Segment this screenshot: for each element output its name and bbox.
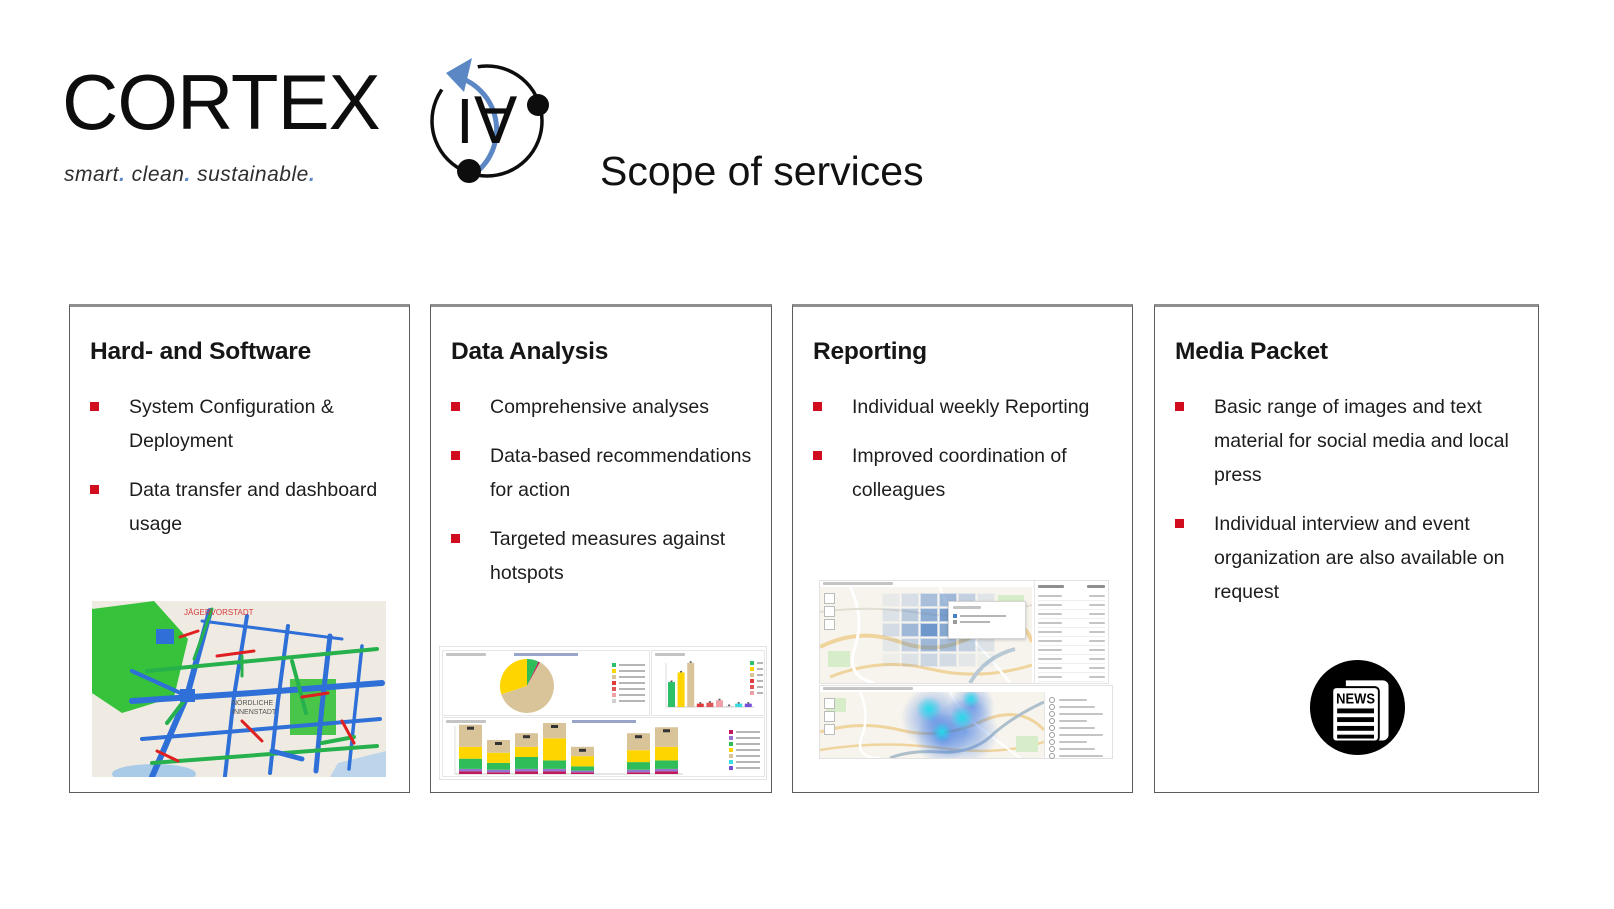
page-title: Scope of services bbox=[600, 148, 924, 195]
map-zoom-controls bbox=[824, 593, 834, 632]
map-area-label-1: NÖRDLICHE bbox=[232, 700, 274, 707]
bullet-list bbox=[431, 390, 771, 590]
map-legend-popup bbox=[948, 601, 1026, 639]
map-canvas bbox=[820, 692, 1044, 758]
news-label: NEWS bbox=[1336, 691, 1376, 708]
map-district-label: JÄGERVORSTADT bbox=[184, 608, 254, 617]
bullet-icon bbox=[451, 451, 460, 460]
stacked-bar-chart bbox=[447, 722, 687, 776]
list-item: Comprehensive analyses bbox=[451, 390, 755, 424]
list-item: Basic range of images and text material for social media and local press bbox=[1175, 390, 1522, 492]
bullet-icon bbox=[813, 451, 822, 460]
card-media-packet bbox=[1154, 304, 1539, 793]
bullet-list bbox=[70, 390, 409, 541]
zone-data-table bbox=[1034, 581, 1108, 683]
card-reporting bbox=[792, 304, 1133, 793]
bullet-icon bbox=[90, 402, 99, 411]
chart-legend bbox=[612, 663, 645, 705]
logo-wordmark: CORTEX bbox=[62, 58, 380, 146]
card-title: Reporting bbox=[813, 338, 927, 365]
legend-swatch bbox=[953, 614, 957, 618]
news-icon bbox=[1309, 659, 1406, 756]
list-item: Individual weekly Reporting bbox=[813, 390, 1116, 424]
bullet-list bbox=[793, 390, 1132, 507]
logo-mark-letters: I∀ bbox=[456, 85, 518, 157]
card-hard-and-software bbox=[69, 304, 410, 793]
list-item: Data-based recommendations for action bbox=[451, 439, 755, 507]
street-coverage-map-image bbox=[92, 601, 386, 777]
chart-legend bbox=[750, 661, 763, 697]
bullet-icon bbox=[1175, 402, 1184, 411]
layer-list-panel bbox=[1044, 692, 1112, 758]
bullet-icon bbox=[451, 402, 460, 411]
bullet-list bbox=[1155, 390, 1538, 609]
pie-chart bbox=[467, 655, 587, 715]
map-zoom-controls bbox=[824, 698, 834, 737]
heatmap-image bbox=[819, 685, 1113, 759]
card-data-analysis bbox=[430, 304, 772, 793]
bar-chart-panel bbox=[651, 650, 765, 716]
chart-legend bbox=[729, 730, 760, 772]
bullet-icon bbox=[90, 485, 99, 494]
list-item: Targeted measures against hotspots bbox=[451, 522, 755, 590]
card-title: Media Packet bbox=[1175, 338, 1328, 365]
card-title: Data Analysis bbox=[451, 338, 609, 365]
logo-tagline: smart. clean. sustainable. bbox=[64, 163, 316, 186]
stacked-bar-chart-panel bbox=[442, 717, 765, 777]
bullet-icon bbox=[1175, 519, 1184, 528]
map-canvas bbox=[820, 587, 1032, 683]
list-item: Individual interview and event organization are also available on request bbox=[1175, 507, 1522, 609]
legend-swatch bbox=[953, 620, 957, 624]
card-title: Hard- and Software bbox=[90, 338, 312, 365]
bullet-icon bbox=[451, 534, 460, 543]
analytics-dashboard-image bbox=[439, 646, 767, 780]
logo-circle-icon bbox=[430, 57, 554, 187]
logo bbox=[62, 55, 522, 205]
list-item: Data transfer and dashboard usage bbox=[90, 473, 393, 541]
bullet-icon bbox=[813, 402, 822, 411]
pie-chart-panel bbox=[442, 650, 650, 716]
bar-chart bbox=[656, 657, 756, 713]
map-area-label-2: INNENSTADT bbox=[232, 709, 277, 716]
list-item: Improved coordination of colleagues bbox=[813, 439, 1116, 507]
grid-density-map-image bbox=[819, 580, 1109, 684]
list-item: System Configuration & Deployment bbox=[90, 390, 393, 458]
